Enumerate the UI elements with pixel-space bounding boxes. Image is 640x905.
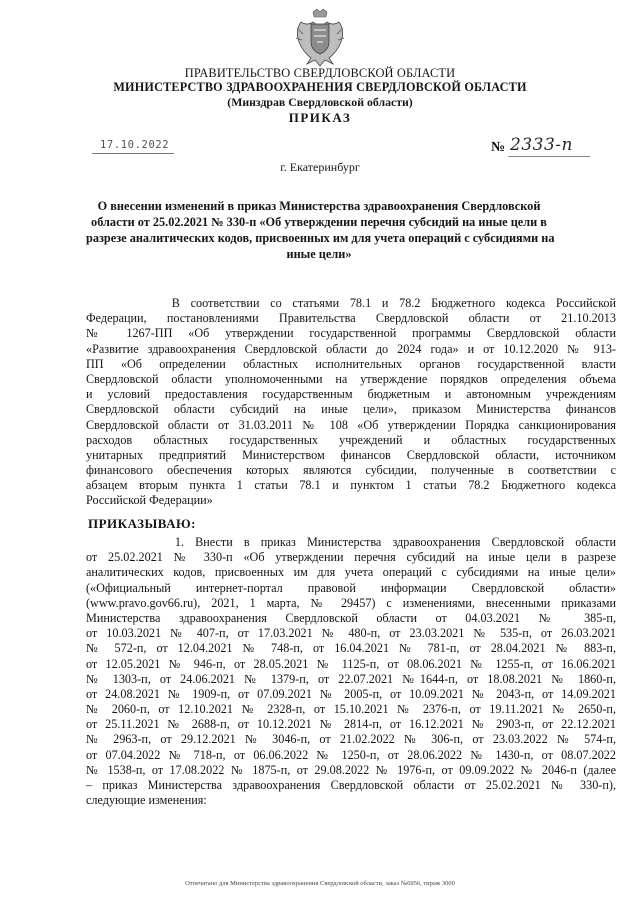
order-number: 2333-п	[510, 135, 573, 155]
item-1-line: («Официальный интернет-портал правовой информации Свердловской области»	[86, 580, 616, 595]
title-line: иные цели»	[286, 247, 352, 261]
preamble-line: финансового обеспечения которых являются субсидии, полученные в соответствии с	[86, 463, 616, 478]
item-1-line: от 12.05.2021 № 946-п, от 28.05.2021 № 1125-п, от 08.06.2021 № 1255-п, от 16.06.2021	[86, 656, 616, 671]
item-1-line: аналитических кодов, присвоенных им для учета операций с субсидиями на иные цели»	[86, 565, 616, 580]
item-1-line: следующие изменения:	[86, 793, 207, 808]
preamble-line: «Развитие здравоохранения Свердловской области до 2024 года» и от 10.12.2020 № 913-	[86, 341, 616, 356]
number-underline	[508, 156, 590, 157]
document-type: ПРИКАЗ	[288, 110, 352, 125]
print-footer: Отпечатано для Министерства здравоохранения Свердловской области, заказ №6956, тираж 3000	[185, 880, 455, 887]
preamble-line: абзацем вторым пункта 1 статьи 78.1 и пунктом 1 статьи 78.2 Бюджетного кодекса	[86, 478, 616, 493]
preamble-line: В соответствии со статьями 78.1 и 78.2 Бюджетного кодекса Российской	[86, 296, 616, 310]
item-1-line: (www.pravo.gov66.ru), 2021, 1 марта, № 29457) с изменениями, внесенными приказами	[86, 595, 616, 610]
title-line: области от 25.02.2021 № 330-п «Об утверждении перечня субсидий на иные цели в	[91, 215, 547, 229]
item-1-line: № 2060-п, от 12.10.2021 № 2328-п, от 15.10.2021 № 2376-п, от 19.11.2021 № 2650-п,	[86, 702, 616, 717]
title-line: О внесении изменений в приказ Министерства здравоохранения Свердловской	[97, 199, 541, 213]
order-title	[86, 198, 555, 262]
item-1-line: № 2963-п, от 29.12.2021 № 3046-п, от 21.02.2022 № 306-п, от 23.03.2022 № 574-п,	[86, 732, 616, 747]
preamble-line: Свердловской области от 31.03.2011 № 108 «Об утверждении Порядка санкционирования	[86, 417, 616, 432]
preamble-line: ПП «Об определении областных исполнительных органов государственной власти	[86, 356, 616, 371]
item-1-line: – приказ Министерства здравоохранения Свердловской области от 25.02.2021 № 330-п),	[86, 778, 616, 792]
order-word: ПРИКАЗЫВАЮ:	[88, 516, 196, 531]
ministry-short-name: (Минздрав Свердловской области)	[227, 95, 413, 109]
number-sign: №	[491, 140, 506, 155]
ministry-header: МИНИСТЕРСТВО ЗДРАВООХРАНЕНИЯ СВЕРДЛОВСКОЙ ОБЛАСТИ	[113, 80, 527, 94]
item-1-line: № 572-п, от 12.04.2021 № 748-п, от 16.04.2021 № 781-п, от 28.04.2021 № 883-п,	[86, 641, 616, 656]
preamble-paragraph	[86, 296, 616, 509]
item-1-line: от 25.02.2021 № 330-п «Об утверждении перечня субсидий на иные цели в разрезе	[86, 550, 616, 565]
coat-of-arms-emblem	[293, 8, 347, 68]
preamble-line: Свердловской области субсидий на иные цели», приказом Министерства финансов	[86, 402, 616, 417]
government-header: ПРАВИТЕЛЬСТВО СВЕРДЛОВСКОЙ ОБЛАСТИ	[184, 66, 456, 80]
item-1-line: от 07.04.2022 № 718-п, от 06.06.2022 № 1250-п, от 28.06.2022 № 1430-п, от 08.07.2022	[86, 747, 616, 762]
city: г. Екатеринбург	[280, 160, 360, 174]
item-1-line: № 1303-п, от 24.06.2021 № 1379-п, от 22.07.2021 №1644-п, от 18.08.2021 № 1860-п,	[86, 671, 616, 686]
date-underline	[92, 153, 174, 154]
title-line: разрезе аналитических кодов, присвоенных им для учета операций с субсидиями на	[86, 231, 555, 245]
item-1-line: № 1538-п, от 17.08.2022 № 1875-п, от 29.08.2022 № 1976-п, от 09.09.2022 № 2046-п (далее	[86, 762, 616, 777]
item-1-line: от 10.03.2021 № 407-п, от 17.03.2021 № 480-п, от 23.03.2021 № 535-п, от 26.03.2021	[86, 626, 616, 641]
preamble-line: расходов областных государственных учреждений и областных государственных	[86, 432, 616, 447]
item-1-line: от 24.08.2021 № 1909-п, от 07.09.2021 № 2005-п, от 10.09.2021 № 2043-п, от 14.09.2021	[86, 686, 616, 701]
order-date: 17.10.2022	[100, 139, 170, 151]
preamble-line: Федерации, постановлениями Правительства Свердловской области от 21.10.2013	[86, 311, 616, 326]
preamble-line: Российской Федерации»	[86, 493, 213, 508]
preamble-line: и условий предоставления государственным бюджетным и автономным учреждениям	[86, 387, 616, 402]
preamble-line: Свердловской области уполномоченными на утверждение порядков определения объема	[86, 371, 616, 386]
item-1-line: 1. Внести в приказ Министерства здравоохранения Свердловской области	[86, 535, 616, 549]
preamble-line: унитарных предприятий Министерством финансов Свердловской области, источником	[86, 447, 616, 462]
preamble-line: № 1267-ПП «Об утверждении государственной программы Свердловской области	[86, 326, 616, 341]
item-1-line: от 25.11.2021 № 2688-п, от 10.12.2021 № 2814-п, от 16.12.2021 № 2903-п, от 22.12.2021	[86, 717, 616, 732]
item-1-paragraph	[86, 535, 616, 808]
item-1-line: Министерства здравоохранения Свердловской области от 04.03.2021 № 385-п,	[86, 610, 616, 625]
